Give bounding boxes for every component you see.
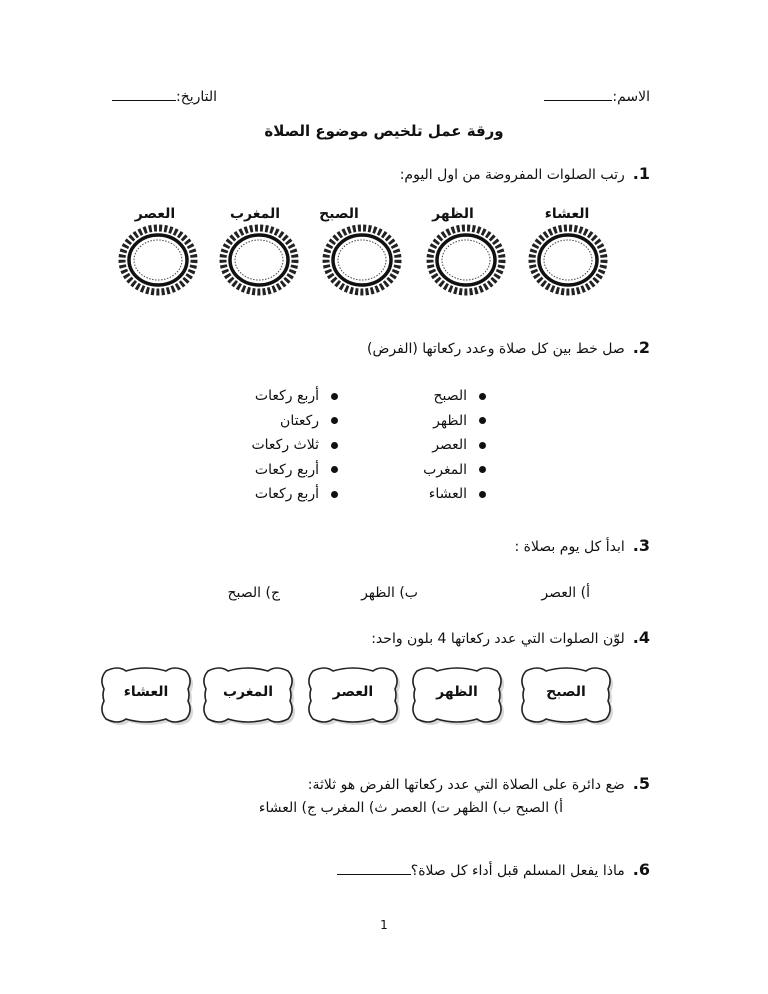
q4-label-5: العشاء: [123, 684, 169, 700]
bullet-icon: [331, 393, 338, 400]
question-2: 2.صل خط بين كل صلاة وعدد ركعاتها (الفرض): [367, 338, 650, 357]
q3-option-c[interactable]: ج) الصبح: [227, 585, 280, 601]
worksheet-title: ورقة عمل تلخيص موضوع الصلاة: [264, 122, 504, 140]
q4-label-4: المغرب: [222, 684, 274, 700]
bullet-icon: [479, 442, 486, 449]
date-label: التاريخ:: [176, 89, 218, 105]
q1-frame-3[interactable]: [326, 228, 398, 292]
name-field: [544, 88, 650, 105]
q1-label-2: الظهر: [432, 206, 474, 222]
q1-label-3: الصبح: [319, 206, 359, 222]
bullet-icon: [479, 393, 486, 400]
q1-frame-1[interactable]: [532, 228, 604, 292]
q2-rakaat-item[interactable]: أربع ركعات: [251, 482, 338, 507]
q6-answer-blank[interactable]: [337, 862, 411, 875]
q2-prayer-item[interactable]: العصر: [423, 433, 486, 458]
q4-label-1: الصبح: [546, 684, 586, 700]
q2-prayer-item[interactable]: الصبح: [423, 384, 486, 409]
q2-rakaat-list: [251, 384, 338, 507]
bullet-icon: [331, 491, 338, 498]
question-6: 6.ماذا يفعل المسلم قبل أداء كل صلاة؟: [337, 860, 650, 879]
question-1: 1.رتب الصلوات المفروضة من اول اليوم:: [399, 164, 650, 183]
q1-frames: [0, 222, 768, 302]
q1-label-4: المغرب: [229, 206, 281, 222]
date-blank[interactable]: [112, 88, 176, 101]
q5-options[interactable]: أ) الصبح ب) الظهر ت) العصر ث) المغرب ج) العشاء: [258, 800, 563, 816]
q2-prayer-item[interactable]: المغرب: [423, 458, 486, 483]
q3-option-a[interactable]: أ) العصر: [541, 585, 590, 601]
q2-prayer-item[interactable]: العشاء: [423, 482, 486, 507]
q2-prayer-list: [423, 384, 486, 507]
question-5: 5.ضع دائرة على الصلاة التي عدد ركعاتها الفرض هو ثلاثة:: [307, 774, 650, 793]
q3-option-b[interactable]: ب) الظهر: [361, 585, 418, 601]
date-field: [112, 88, 217, 105]
q2-rakaat-item[interactable]: أربع ركعات: [251, 458, 338, 483]
question-3: 3.ابدأ كل يوم بصلاة :: [514, 536, 650, 555]
q2-rakaat-item[interactable]: ركعتان: [251, 409, 338, 434]
q1-frame-2[interactable]: [430, 228, 502, 292]
name-blank[interactable]: [544, 88, 612, 101]
q2-rakaat-item[interactable]: ثلاث ركعات: [251, 433, 338, 458]
q1-label-1: العشاء: [544, 206, 590, 222]
q1-frame-4[interactable]: [223, 228, 295, 292]
bullet-icon: [479, 417, 486, 424]
page-number: 1: [380, 918, 388, 932]
name-label: الاسم:: [612, 89, 650, 105]
q2-rakaat-item[interactable]: أربع ركعات: [251, 384, 338, 409]
bullet-icon: [479, 491, 486, 498]
bullet-icon: [479, 466, 486, 473]
q4-label-3: العصر: [332, 684, 374, 700]
bullet-icon: [331, 417, 338, 424]
bullet-icon: [331, 442, 338, 449]
q2-prayer-item[interactable]: الظهر: [423, 409, 486, 434]
question-4: 4.لوّن الصلوات التي عدد ركعاتها 4 بلون واحد:: [371, 628, 650, 647]
q1-frame-5[interactable]: [122, 228, 194, 292]
bullet-icon: [331, 466, 338, 473]
q4-label-2: الظهر: [436, 684, 478, 700]
q1-label-5: العصر: [134, 206, 176, 222]
